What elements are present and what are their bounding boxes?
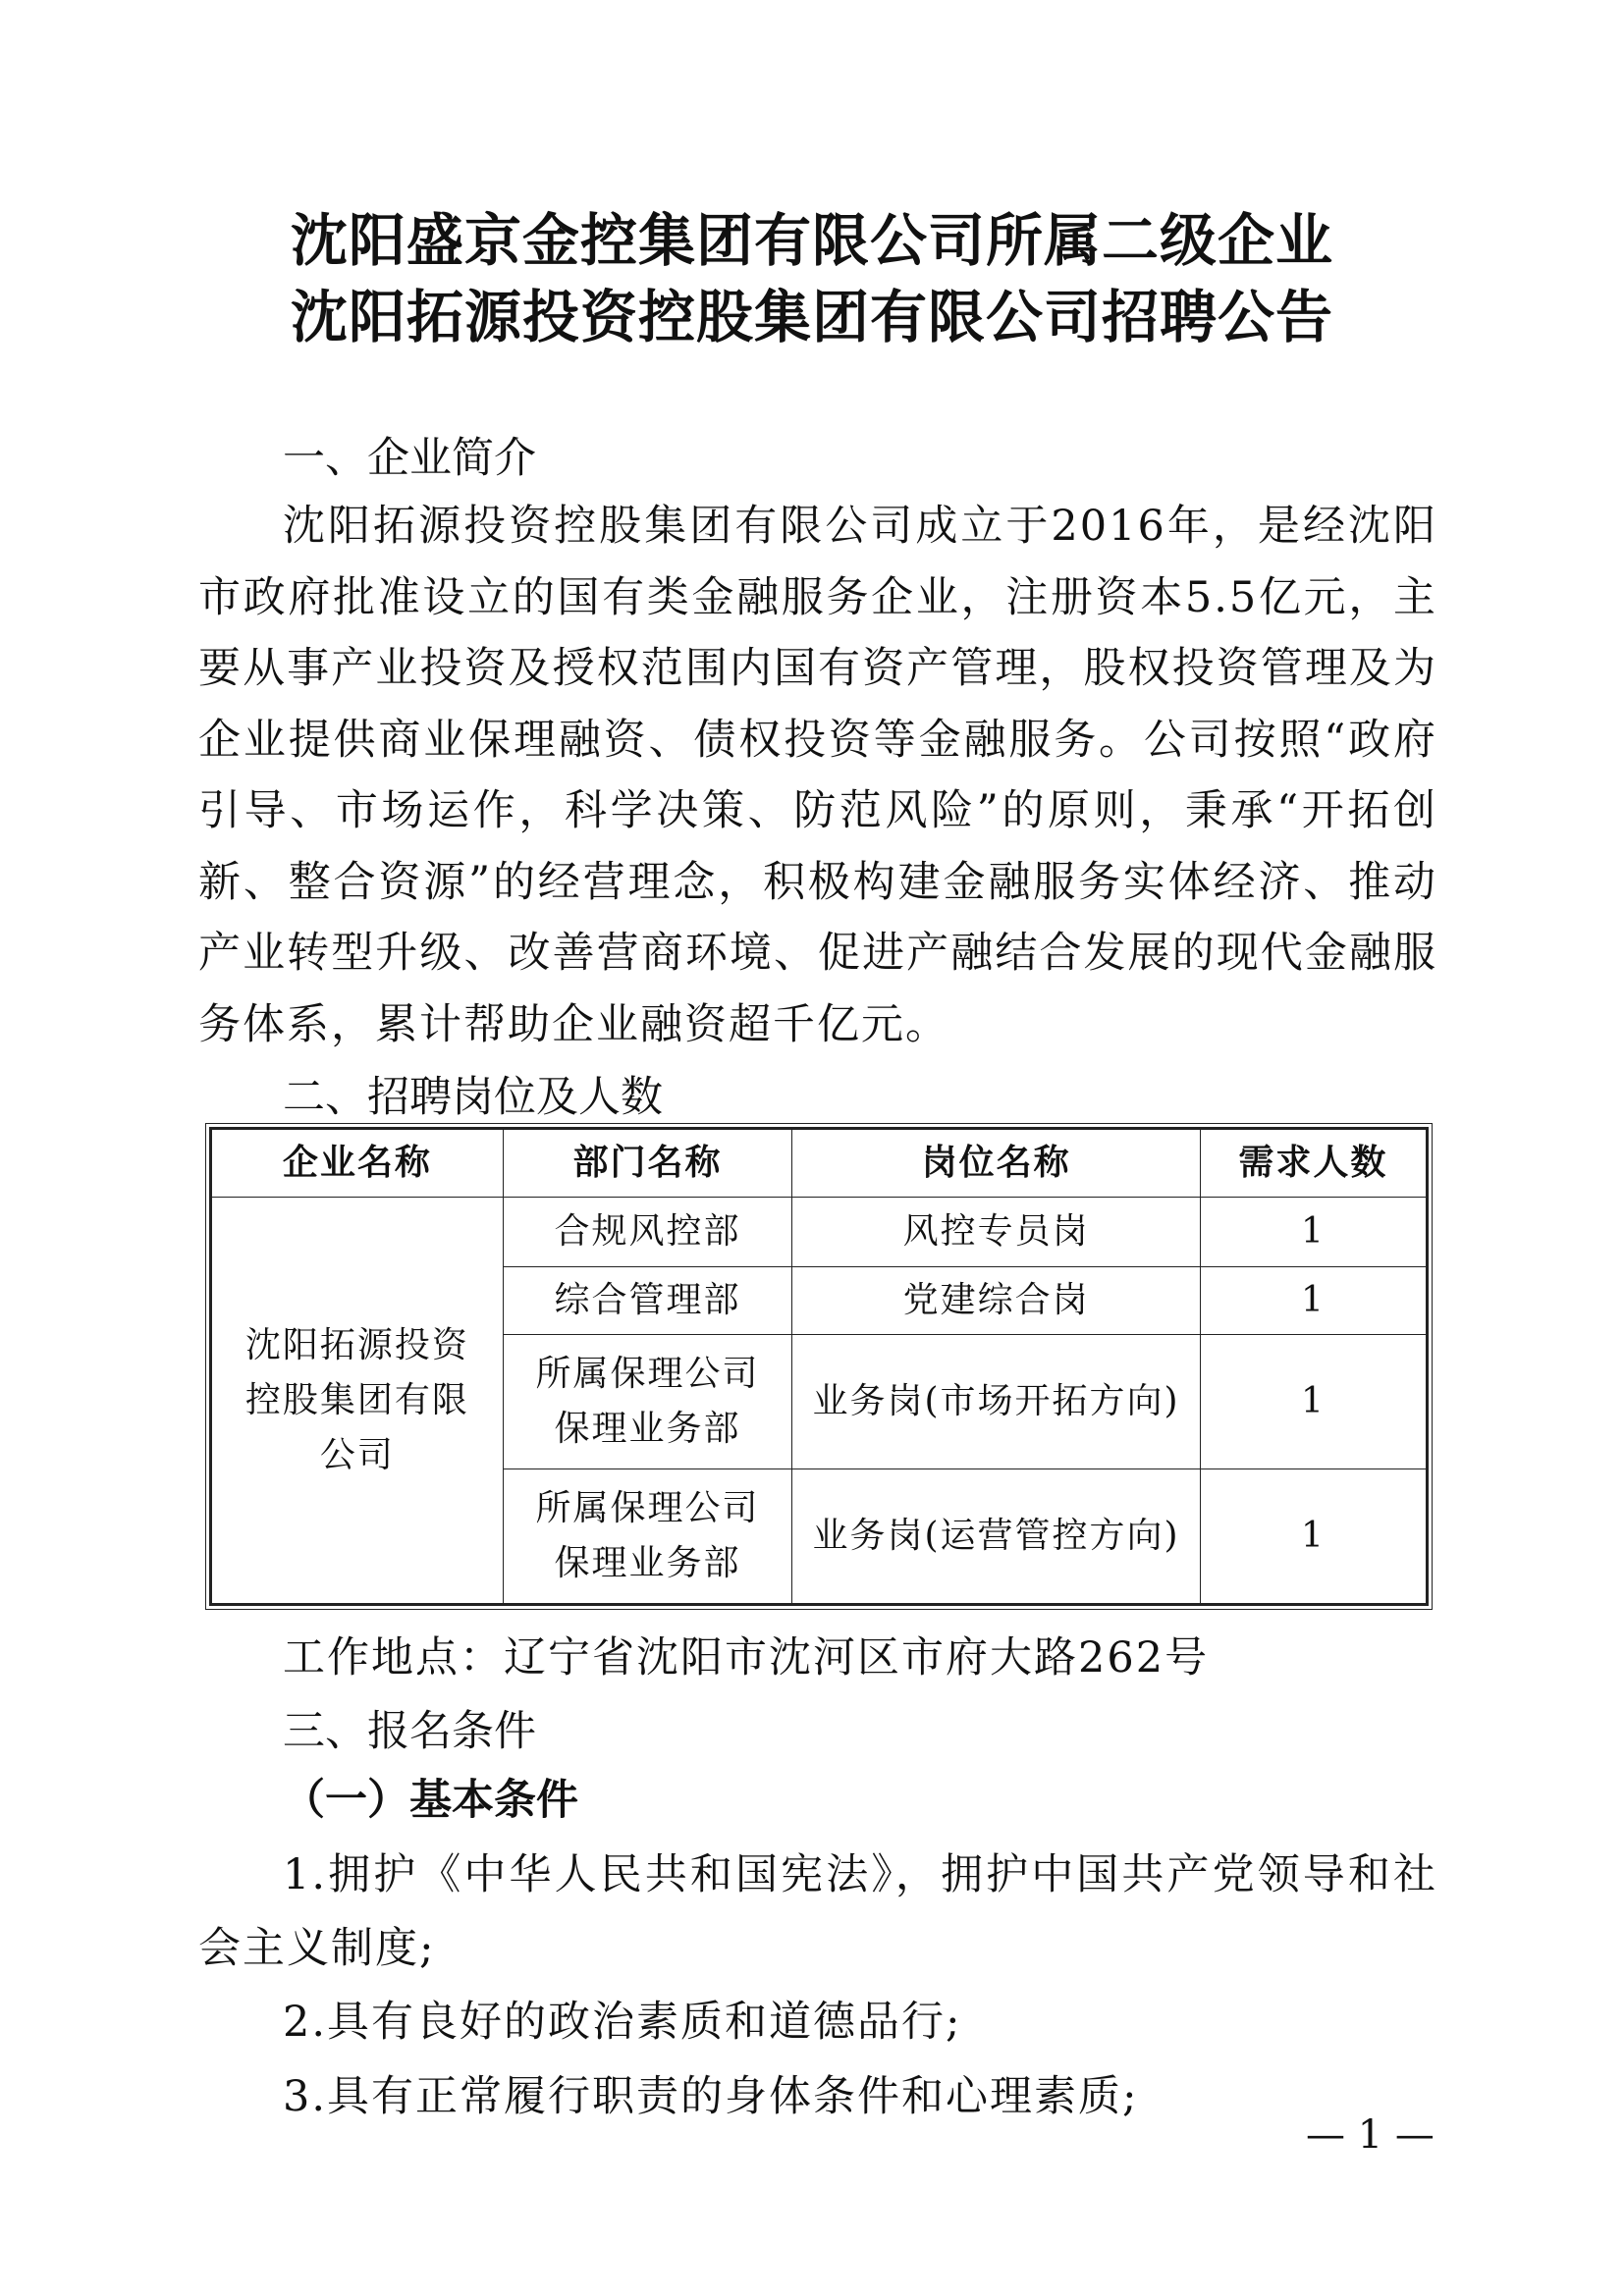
position-cell: 党建综合岗	[792, 1267, 1201, 1335]
basic-conditions-heading: （一）基本条件	[283, 1776, 578, 1825]
department-cell: 合规风控部	[503, 1198, 792, 1267]
department-cell: 所属保理公司保理业务部	[503, 1335, 792, 1469]
table-header-row	[211, 1129, 1428, 1198]
section-2-heading: 二、招聘岗位及人数	[283, 1073, 663, 1122]
header-company: 企业名称	[211, 1129, 504, 1198]
recruitment-table	[209, 1127, 1429, 1606]
headcount-cell: 1	[1200, 1469, 1427, 1605]
work-location: 工作地点：辽宁省沈阳市沈河区市府大路262号	[283, 1633, 1210, 1682]
section-1-heading: 一、企业简介	[283, 434, 536, 483]
section-3-heading: 三、报名条件	[283, 1707, 536, 1756]
headcount-cell: 1	[1200, 1335, 1427, 1469]
condition-item-2: 2.具有良好的政治素质和道德品行;	[283, 1998, 962, 2047]
position-cell: 业务岗(市场开拓方向)	[792, 1335, 1201, 1469]
department-cell: 综合管理部	[503, 1267, 792, 1335]
condition-item-3: 3.具有正常履行职责的身体条件和心理素质;	[283, 2072, 1139, 2121]
company-cell: 沈阳拓源投资控股集团有限公司	[211, 1198, 504, 1605]
header-headcount: 需求人数	[1200, 1129, 1427, 1198]
header-position: 岗位名称	[792, 1129, 1201, 1198]
table-row	[211, 1198, 1428, 1267]
headcount-cell: 1	[1200, 1198, 1427, 1267]
document-title-line-2: 沈阳拓源投资控股集团有限公司招聘公告	[290, 284, 1333, 350]
document-title-line-1: 沈阳盛京金控集团有限公司所属二级企业	[290, 207, 1333, 274]
department-cell: 所属保理公司保理业务部	[503, 1469, 792, 1605]
position-cell: 风控专员岗	[792, 1198, 1201, 1267]
headcount-cell: 1	[1200, 1267, 1427, 1335]
company-intro-paragraph: 沈阳拓源投资控股集团有限公司成立于2016年，是经沈阳市政府批准设立的国有类金融服务企业，注册资本5.5亿元，主要从事产业投资及授权范围内国有资产管理，股权投资管理及为企业提供商业保理融资、债权投资等金融服务。公司按照“政府引导、市场运作，科学决策、防范风险”的原则，秉承“开拓创新、整合资源”的经营理念，积极构建金融服务实体经济、推动产业转型升级、改善营商环境、促进产融结合发展的现代金融服务体系，累计帮助企业融资超千亿元。	[198, 502, 1437, 1049]
header-department: 部门名称	[503, 1129, 792, 1198]
page-number: — 1 —	[1306, 2112, 1435, 2158]
position-cell: 业务岗(运营管控方向)	[792, 1469, 1201, 1605]
condition-item-1: 1.拥护《中华人民共和国宪法》，拥护中国共产党领导和社会主义制度;	[198, 1850, 1437, 1973]
